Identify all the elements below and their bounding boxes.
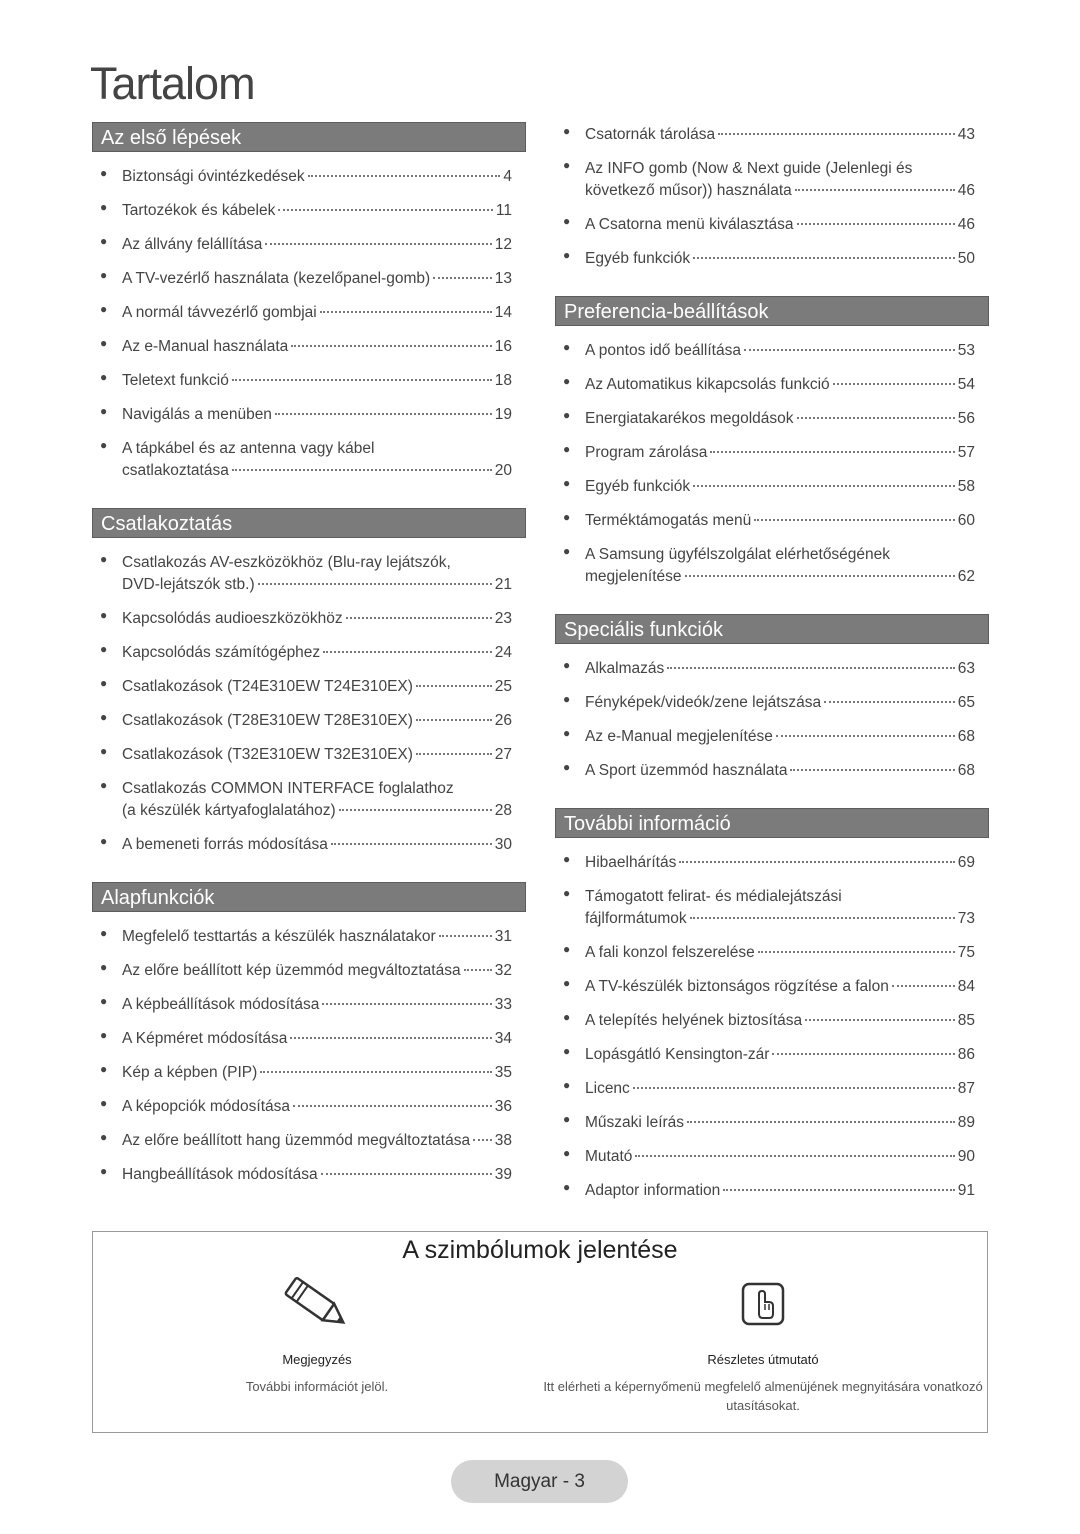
entry-title: A telepítés helyének biztosítása [585,1012,803,1029]
entry-page-number: 21 [494,576,512,593]
entry-title: A TV-vezérlő használata (kezelőpanel-gomb) [122,270,431,287]
entry-title: Terméktámogatás menü [585,512,752,529]
toc-entry[interactable] [92,1062,526,1084]
section-heading: Az első lépések [92,122,526,152]
toc-entry[interactable] [92,926,526,948]
dot-leader [416,684,492,687]
bullet-icon: ● [563,760,571,774]
page-title: Tartalom [90,58,255,109]
entry-title: Az e-Manual használata [122,338,289,355]
entry-page-number: 16 [494,338,512,355]
entry-title: Licenc [585,1080,630,1097]
dot-leader [690,916,955,919]
symbols-title: A szimbólumok jelentése [402,1236,678,1264]
bullet-icon: ● [100,1096,108,1110]
entry-page-number: 57 [957,444,975,461]
bullet-icon: ● [563,852,571,866]
bullet-icon: ● [563,374,571,388]
guide-symbol [543,1264,983,1415]
toc-entry[interactable] [92,1130,526,1152]
toc-entry[interactable] [555,976,989,998]
bullet-icon: ● [563,658,571,672]
entry-title: Alkalmazás [585,660,665,677]
entry-title: A Samsung ügyfélszolgálat elérhetőségének [585,546,891,563]
toc-entry[interactable] [555,214,989,236]
dot-leader [258,582,492,585]
entry-page-number: 32 [494,962,512,979]
entry-page-number: 43 [957,126,975,143]
bullet-icon: ● [563,726,571,740]
toc-section [555,124,989,270]
dot-leader [824,700,955,703]
entry-page-number: 35 [494,1064,512,1081]
entry-page-number: 68 [957,728,975,745]
entry-title: Csatlakozás COMMON INTERFACE foglalathoz [122,780,454,797]
toc-entry[interactable] [92,642,526,664]
toc-entry[interactable] [555,886,989,930]
entry-title: A fali konzol felszerelése [585,944,755,961]
bullet-icon: ● [100,336,108,350]
bullet-icon: ● [563,942,571,956]
entry-title: Az állvány felállítása [122,236,263,253]
toc-entry[interactable] [92,744,526,766]
toc-list [555,852,989,1202]
dot-leader [416,752,492,755]
dot-leader [797,222,955,225]
toc-entry[interactable] [92,1096,526,1118]
bullet-icon: ● [100,370,108,384]
bullet-icon: ● [563,1146,571,1160]
toc-entry[interactable] [555,1146,989,1168]
dot-leader [322,1002,491,1005]
dot-leader [416,718,492,721]
bullet-icon: ● [563,886,571,900]
entry-page-number: 50 [957,250,975,267]
entry-page-number: 91 [957,1182,975,1199]
dot-leader [710,450,954,453]
entry-title: Csatornák tárolása [585,126,716,143]
bullet-icon: ● [100,404,108,418]
toc-entry[interactable] [555,408,989,430]
section-heading: Preferencia-beállítások [555,296,989,326]
toc-entry[interactable] [92,302,526,324]
guide-label: Részletes útmutató [707,1352,819,1367]
entry-title: Csatlakozások (T24E310EW T24E310EX) [122,678,413,695]
bullet-icon: ● [100,834,108,848]
entry-page-number: 31 [494,928,512,945]
entry-page-number: 89 [957,1114,975,1131]
bullet-icon: ● [100,676,108,690]
dot-leader [805,1018,955,1021]
entry-title: csatlakoztatása [122,462,229,479]
entry-page-number: 46 [957,216,975,233]
entry-page-number: 85 [957,1012,975,1029]
toc-entry[interactable] [92,404,526,426]
note-description: További információt jelöl. [245,1379,389,1394]
entry-page-number: 86 [957,1046,975,1063]
entry-page-number: 68 [957,762,975,779]
bullet-icon: ● [563,158,571,172]
bullet-icon: ● [563,476,571,490]
toc-section [555,296,989,588]
bullet-icon: ● [563,1180,571,1194]
entry-page-number: 30 [494,836,512,853]
dot-leader [723,1188,954,1191]
bullet-icon: ● [100,1164,108,1178]
entry-page-number: 65 [957,694,975,711]
toc-left-column [92,122,526,1186]
entry-page-number: 63 [957,660,975,677]
dot-leader [754,518,954,521]
dot-leader [693,256,955,259]
entry-title: Egyéb funkciók [585,478,691,495]
dot-leader [797,416,955,419]
dot-leader [321,1172,492,1175]
bullet-icon: ● [100,1062,108,1076]
entry-title: Hibaelhárítás [585,854,677,871]
entry-title: Mutató [585,1148,633,1165]
toc-entry[interactable] [92,200,526,222]
bullet-icon: ● [100,200,108,214]
toc-list [555,658,989,782]
entry-title: megjelenítése [585,568,682,585]
toc-section [555,808,989,1202]
toc-list [555,340,989,588]
entry-title: A Képméret módosítása [122,1030,288,1047]
toc-entry[interactable] [555,726,989,748]
entry-page-number: 58 [957,478,975,495]
toc-entry[interactable] [92,1164,526,1186]
dot-leader [473,1138,492,1141]
toc-entry[interactable] [92,552,526,596]
entry-title: Kapcsolódás számítógéphez [122,644,321,661]
entry-title: Energiatakarékos megoldások [585,410,794,427]
toc-entry[interactable] [92,336,526,358]
toc-entry[interactable] [555,942,989,964]
dot-leader [790,768,954,771]
bullet-icon: ● [563,340,571,354]
entry-page-number: 84 [957,978,975,995]
entry-title: következő műsor)) használata [585,182,792,199]
entry-page-number: 46 [957,182,975,199]
entry-title: Megfelelő testtartás a készülék használatakor [122,928,436,945]
toc-entry[interactable] [92,438,526,482]
toc-entry[interactable] [555,1112,989,1134]
entry-page-number: 18 [494,372,512,389]
bullet-icon: ● [563,408,571,422]
dot-leader [464,968,492,971]
bullet-icon: ● [100,778,108,792]
entry-page-number: 75 [957,944,975,961]
dot-leader [718,132,955,135]
entry-title: Kép a képben (PIP) [122,1064,258,1081]
toc-entry[interactable] [555,544,989,588]
toc-section [92,122,526,482]
entry-title: A Sport üzemmód használata [585,762,788,779]
section-heading: Speciális funkciók [555,614,989,644]
toc-entry[interactable] [555,124,989,146]
entry-title: Az e-Manual megjelenítése [585,728,773,745]
bullet-icon: ● [100,166,108,180]
entry-title: A Csatorna menü kiválasztása [585,216,794,233]
entry-title: Program zárolása [585,444,708,461]
pencil-note-icon [277,1274,357,1334]
entry-page-number: 73 [957,910,975,927]
entry-page-number: 33 [494,996,512,1013]
bullet-icon: ● [100,960,108,974]
entry-title: Hangbeállítások módosítása [122,1166,318,1183]
dot-leader [693,484,955,487]
dot-leader [320,310,492,313]
toc-entry[interactable] [555,1044,989,1066]
entry-page-number: 23 [494,610,512,627]
dot-leader [275,412,492,415]
toc-entry[interactable] [555,1078,989,1100]
dot-leader [758,950,955,953]
bullet-icon: ● [563,124,571,138]
entry-title: (a készülék kártyafoglalatához) [122,802,336,819]
toc-entry[interactable] [92,234,526,256]
bullet-icon: ● [563,692,571,706]
entry-page-number: 25 [494,678,512,695]
bullet-icon: ● [100,234,108,248]
toc-right-column [555,122,989,1202]
toc-entry[interactable] [92,166,526,188]
bullet-icon: ● [100,302,108,316]
page-number-badge: Magyar - 3 [451,1460,628,1503]
entry-page-number: 36 [494,1098,512,1115]
bullet-icon: ● [100,268,108,282]
entry-title: Az előre beállított kép üzemmód megváltoztatása [122,962,461,979]
toc-entry[interactable] [555,476,989,498]
toc-entry[interactable] [555,158,989,202]
entry-page-number: 39 [494,1166,512,1183]
toc-entry[interactable] [555,248,989,270]
dot-leader [433,276,492,279]
entry-page-number: 4 [503,168,512,185]
entry-title: fájlformátumok [585,910,687,927]
toc-section [555,614,989,782]
entry-title: Adaptor information [585,1182,721,1199]
bullet-icon: ● [563,442,571,456]
entry-title: Egyéb funkciók [585,250,691,267]
toc-entry[interactable] [555,692,989,714]
toc-entry[interactable] [555,442,989,464]
dot-leader [339,808,492,811]
toc-entry[interactable] [92,608,526,630]
toc-entry[interactable] [92,370,526,392]
entry-title: A bemeneti forrás módosítása [122,836,328,853]
entry-title: Támogatott felirat- és médialejátszási [585,888,842,905]
toc-entry[interactable] [555,1180,989,1202]
dot-leader [795,188,955,191]
entry-page-number: 14 [494,304,512,321]
entry-title: Az Automatikus kikapcsolás funkció [585,376,830,393]
bullet-icon: ● [100,710,108,724]
entry-title: Kapcsolódás audioeszközökhöz [122,610,343,627]
toc-entry[interactable] [92,710,526,732]
entry-title: Teletext funkció [122,372,229,389]
dot-leader [232,378,492,381]
bullet-icon: ● [563,544,571,558]
dot-leader [439,934,492,937]
entry-page-number: 53 [957,342,975,359]
entry-page-number: 90 [957,1148,975,1165]
bullet-icon: ● [563,248,571,262]
bullet-icon: ● [100,438,108,452]
toc-section [92,882,526,1186]
toc-entry[interactable] [92,1028,526,1050]
entry-page-number: 12 [494,236,512,253]
dot-leader [633,1086,955,1089]
toc-list [92,926,526,1186]
entry-page-number: 56 [957,410,975,427]
dot-leader [293,1104,492,1107]
bullet-icon: ● [563,1010,571,1024]
dot-leader [833,382,955,385]
hand-press-icon [739,1280,787,1328]
entry-page-number: 69 [957,854,975,871]
dot-leader [323,650,492,653]
bullet-icon: ● [563,976,571,990]
bullet-icon: ● [100,1130,108,1144]
entry-page-number: 26 [494,712,512,729]
entry-title: A pontos idő beállítása [585,342,741,359]
bullet-icon: ● [100,552,108,566]
note-label: Megjegyzés [282,1352,352,1367]
entry-title: Lopásgátló Kensington-zár [585,1046,770,1063]
entry-title: DVD-lejátszók stb.) [122,576,255,593]
toc-list [92,166,526,482]
entry-page-number: 11 [495,202,512,219]
entry-page-number: 60 [957,512,975,529]
entry-title: Fényképek/videók/zene lejátszása [585,694,822,711]
entry-title: Csatlakozások (T28E310EW T28E310EX) [122,712,413,729]
dot-leader [685,574,955,577]
entry-page-number: 62 [957,568,975,585]
dot-leader [346,616,492,619]
toc-entry[interactable] [555,1010,989,1032]
dot-leader [278,208,493,211]
toc-entry[interactable] [92,778,526,822]
dot-leader [260,1070,491,1073]
bullet-icon: ● [563,1078,571,1092]
entry-page-number: 19 [494,406,512,423]
toc-entry[interactable] [555,760,989,782]
bullet-icon: ● [100,1028,108,1042]
entry-title: Műszaki leírás [585,1114,685,1131]
guide-description: Itt elérheti a képernyőmenü megfelelő almenüjének megnyitására vonatkozó utasításokat. [543,1379,983,1413]
toc-entry[interactable] [555,340,989,362]
section-heading: Alapfunkciók [92,882,526,912]
dot-leader [331,842,492,845]
entry-page-number: 28 [494,802,512,819]
entry-page-number: 54 [957,376,975,393]
dot-leader [892,984,955,987]
entry-title: Csatlakozás AV-eszközökhöz (Blu-ray lejátszók, [122,554,451,571]
dot-leader [291,344,491,347]
entry-page-number: 13 [494,270,512,287]
dot-leader [635,1154,954,1157]
entry-title: A normál távvezérlő gombjai [122,304,317,321]
toc-entry[interactable] [555,852,989,874]
entry-title: A képopciók módosítása [122,1098,291,1115]
toc-list [555,124,989,270]
entry-title: A képbeállítások módosítása [122,996,320,1013]
toc-section [92,508,526,856]
dot-leader [744,348,955,351]
dot-leader [776,734,955,737]
entry-page-number: 34 [494,1030,512,1047]
entry-page-number: 27 [494,746,512,763]
entry-page-number: 24 [494,644,512,661]
toc-entry[interactable] [555,374,989,396]
entry-title: A tápkábel és az antenna vagy kábel [122,440,375,457]
bullet-icon: ● [563,1112,571,1126]
entry-page-number: 38 [494,1132,512,1149]
entry-page-number: 20 [494,462,512,479]
entry-title: Az előre beállított hang üzemmód megváltoztatása [122,1132,471,1149]
entry-title: A TV-készülék biztonságos rögzítése a falon [585,978,889,995]
bullet-icon: ● [563,214,571,228]
dot-leader [772,1052,954,1055]
entry-title: Tartozékok és kábelek [122,202,276,219]
bullet-icon: ● [100,608,108,622]
bullet-icon: ● [563,510,571,524]
toc-list [92,552,526,856]
bullet-icon: ● [563,1044,571,1058]
dot-leader [679,860,954,863]
bullet-icon: ● [100,642,108,656]
bullet-icon: ● [100,744,108,758]
toc-entry[interactable] [92,834,526,856]
entry-title: Navigálás a menüben [122,406,272,423]
toc-entry[interactable] [92,994,526,1016]
entry-title: Az INFO gomb (Now & Next guide (Jelenlegi és [585,160,913,177]
dot-leader [265,242,491,245]
dot-leader [687,1120,955,1123]
entry-page-number: 87 [957,1080,975,1097]
section-heading: Csatlakoztatás [92,508,526,538]
symbols-legend [92,1231,988,1433]
note-symbol [97,1264,537,1396]
toc-entry[interactable] [92,960,526,982]
bullet-icon: ● [100,926,108,940]
dot-leader [290,1036,491,1039]
toc-entry[interactable] [555,658,989,680]
toc-entry[interactable] [92,676,526,698]
entry-title: Csatlakozások (T32E310EW T32E310EX) [122,746,413,763]
toc-entry[interactable] [555,510,989,532]
dot-leader [308,174,501,177]
entry-title: Biztonsági óvintézkedések [122,168,305,185]
bullet-icon: ● [100,994,108,1008]
section-heading: További információ [555,808,989,838]
dot-leader [232,468,492,471]
toc-entry[interactable] [92,268,526,290]
dot-leader [667,666,955,669]
